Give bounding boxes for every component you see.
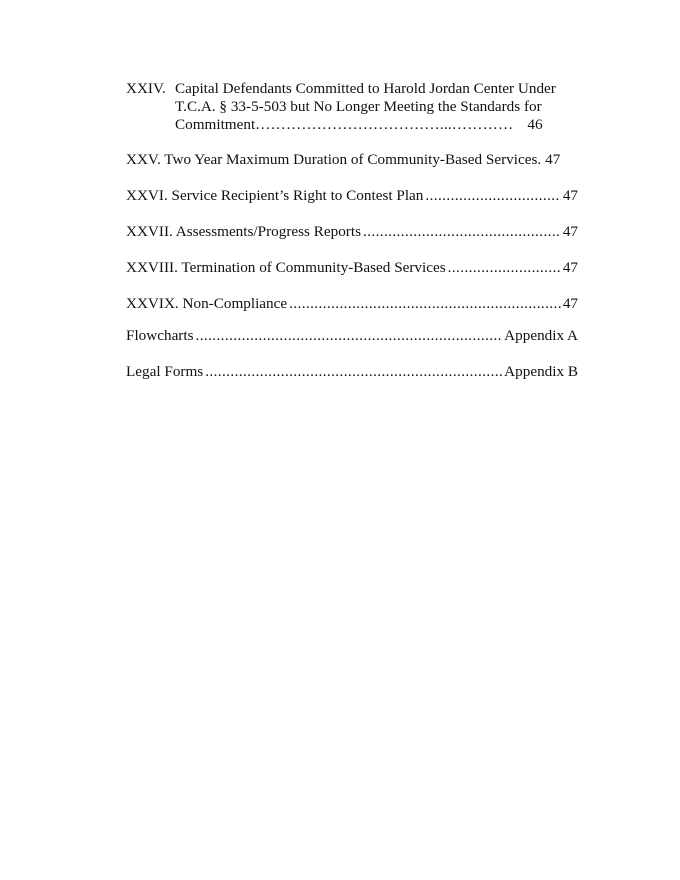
toc-leader-dots bbox=[196, 327, 503, 345]
toc-page-number: 47 bbox=[562, 295, 578, 312]
toc-entry-xxviii bbox=[126, 259, 578, 277]
toc-entry-title-line-3 bbox=[175, 116, 578, 134]
toc-entry-label: XXV. Two Year Maximum Duration of Community-Based Services. bbox=[126, 151, 542, 168]
table-of-contents bbox=[126, 80, 578, 381]
toc-entry-label: XXVIX. Non-Compliance bbox=[126, 295, 288, 312]
toc-page-number: 47 bbox=[562, 187, 578, 204]
toc-entry-xxv bbox=[126, 151, 578, 169]
toc-entry-label: XXVI. Service Recipient’s Right to Contest Plan bbox=[126, 187, 424, 204]
toc-entry-title-line-1: Capital Defendants Committed to Harold Jordan Center Under bbox=[175, 80, 556, 97]
toc-leader-dots bbox=[448, 259, 561, 277]
toc-leader-dots bbox=[425, 187, 560, 205]
toc-entry-label: Flowcharts bbox=[126, 327, 194, 344]
toc-page-number: Appendix B bbox=[504, 363, 578, 380]
toc-entry-title-line-2: T.C.A. § 33-5-503 but No Longer Meeting the Standards for bbox=[175, 98, 542, 115]
toc-entry-title bbox=[175, 80, 578, 134]
toc-entry-xxvii bbox=[126, 223, 578, 241]
toc-entry-flowcharts bbox=[126, 327, 578, 345]
toc-leader-dots bbox=[289, 295, 561, 313]
toc-entry-label: XXVII. Assessments/Progress Reports bbox=[126, 223, 361, 240]
toc-page-number: 47 bbox=[562, 223, 578, 240]
toc-page-number: 47 bbox=[545, 151, 561, 168]
toc-entry-label: XXVIII. Termination of Community-Based Services bbox=[126, 259, 446, 276]
toc-leader-dots bbox=[205, 363, 502, 381]
toc-leader-dots: ………………………………...………… bbox=[255, 116, 514, 133]
toc-page-number: 46 bbox=[527, 116, 543, 133]
toc-page-number: Appendix A bbox=[504, 327, 578, 344]
toc-entry-title-end: Commitment bbox=[175, 116, 256, 133]
toc-entry-xxiv bbox=[126, 80, 578, 134]
toc-entry-xxvix bbox=[126, 295, 578, 313]
toc-leader-dots bbox=[363, 223, 561, 241]
toc-entry-label: Legal Forms bbox=[126, 363, 204, 380]
toc-page-number: 47 bbox=[562, 259, 578, 276]
toc-entry-number: XXIV. bbox=[126, 80, 166, 97]
toc-entry-legal-forms bbox=[126, 363, 578, 381]
toc-entry-xxvi bbox=[126, 187, 578, 205]
